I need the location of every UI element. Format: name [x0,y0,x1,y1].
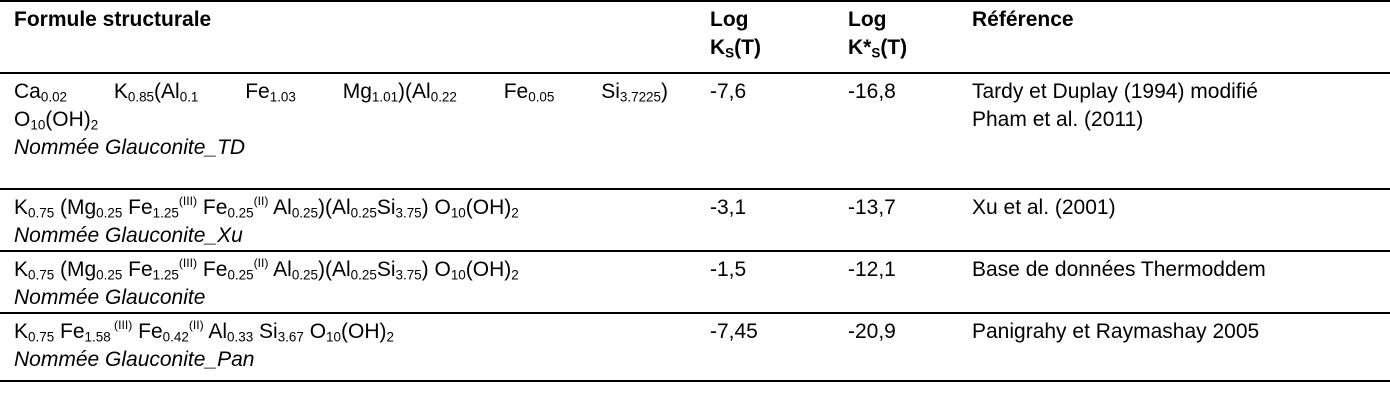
formula-cell [0,251,700,313]
header-log-ks: Log $K_S(T)$ [710,8,761,61]
log-ks-value: -7,45 [710,320,758,343]
log-ks-value: -7,6 [710,80,747,103]
formula-line: $K_{0.75}$ ($Mg_{0.25}$ $Fe_{1.25}^{(III)}$ $Fe_{0.25}^{(II)}$ $Al_{0.25})(Al_{0.25}Si_{3.75})$ $O_{10}(OH)_2$ [14,255,519,283]
header-formula: Formule structurale [14,8,212,31]
table-row [0,313,1390,381]
table-row [0,73,1390,189]
log-kstar-value: -12,1 [848,258,896,281]
reference-cell: Panigrahy et Raymashay 2005 [972,320,1260,343]
table-row [0,251,1390,313]
log-ks-value: -3,1 [710,196,747,219]
mineral-name: Nommée Glauconite_TD [14,136,246,159]
formula-line: $K_{0.75}$ ($Mg_{0.25}$ $Fe_{1.25}^{(III)}$ $Fe_{0.25}^{(II)}$ $Al_{0.25})(Al_{0.25}Si_{3.75})$ $O_{10}(OH)_2$ [14,193,519,221]
log-kstar-value: -16,8 [848,80,896,103]
mineral-name: Nommée Glauconite_Xu [14,224,243,247]
table-row [0,189,1390,251]
header-reference: Référence [972,8,1074,31]
formula-cell [0,189,700,251]
formula-cell [0,73,700,189]
formula-line: $K_{0.75}$ $Fe_{1.58}$ $^{(III)}$ $Fe_{0.42}^{(II)}$ $Al_{0.33}$ $Si_{3.67}$ $O_{10}(OH)_2$ [14,317,394,345]
mineral-name: Nommée Glauconite_Pan [14,348,255,371]
formula-cell [0,313,700,381]
header-log-kstar: Log $K*_S(T)$ [848,8,908,61]
formula-line: $O_{10}(OH)_2$ [14,108,99,133]
log-kstar-value: -20,9 [848,320,896,343]
reference-cell: Xu et al. (2001) [972,196,1116,219]
reference-cell: Base de données Thermoddem [972,258,1266,281]
log-kstar-value: -13,7 [848,196,896,219]
reference-cell: Tardy et Duplay (1994) modifié Pham et al. (2011) [972,80,1258,131]
mineral-name: Nommée Glauconite [14,286,206,309]
formula-line: $Ca_{0.02}$ $K_{0.85}(Al_{0.1}$ $Fe_{1.03}$ $Mg_{1.01})(Al_{0.22}$ $Fe_{0.05}$ $Si_{3.7225}$) [14,80,668,105]
table-header-row [0,1,1390,73]
log-ks-value: -1,5 [710,258,747,281]
